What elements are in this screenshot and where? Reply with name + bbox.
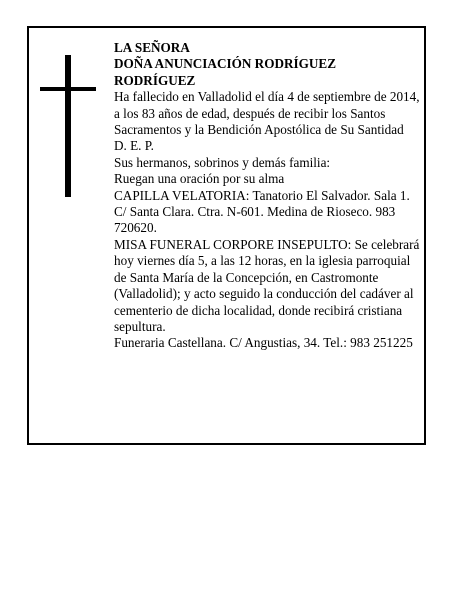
funeral-home-info: Funeraria Castellana. C/ Angustias, 34. Tel.: 983 251225 xyxy=(114,335,413,351)
notice-text xyxy=(114,40,420,352)
death-announcement: Ha fallecido en Valladolid el día 4 de septiembre de 2014, a los 83 años de edad, después de recibir los Santos Sacramentos y la Bendición Apostólica de Su Santidad xyxy=(114,89,420,138)
prayer-line: Ruegan una oración por su alma xyxy=(114,171,285,187)
rip-line: D. E. P. xyxy=(114,138,154,154)
notice-title: LA SEÑORA xyxy=(114,40,190,55)
chapel-info: CAPILLA VELATORIA: Tanatorio El Salvador. Sala 1. C/ Santa Clara. Ctra. N-601. Medina de Rioseco. 983 720620. xyxy=(114,187,410,236)
cross-horizontal-bar xyxy=(40,87,96,91)
mass-info: MISA FUNERAL CORPORE INSEPULTO: Se celebrará hoy viernes día 5, a las 12 horas, en la iglesia parroquial de Santa María de la Concepción, en Castromonte (Valladolid); y acto seguido la conducción del cadáver al cementerio de dicha localidad, donde recibirá cristiana sepultura. xyxy=(114,236,420,334)
family-line: Sus hermanos, sobrinos y demás familia: xyxy=(114,154,331,170)
cross-icon xyxy=(40,55,96,197)
deceased-name: DOÑA ANUNCIACIÓN RODRÍGUEZ RODRÍGUEZ xyxy=(114,56,337,88)
cross-vertical-bar xyxy=(65,55,71,197)
